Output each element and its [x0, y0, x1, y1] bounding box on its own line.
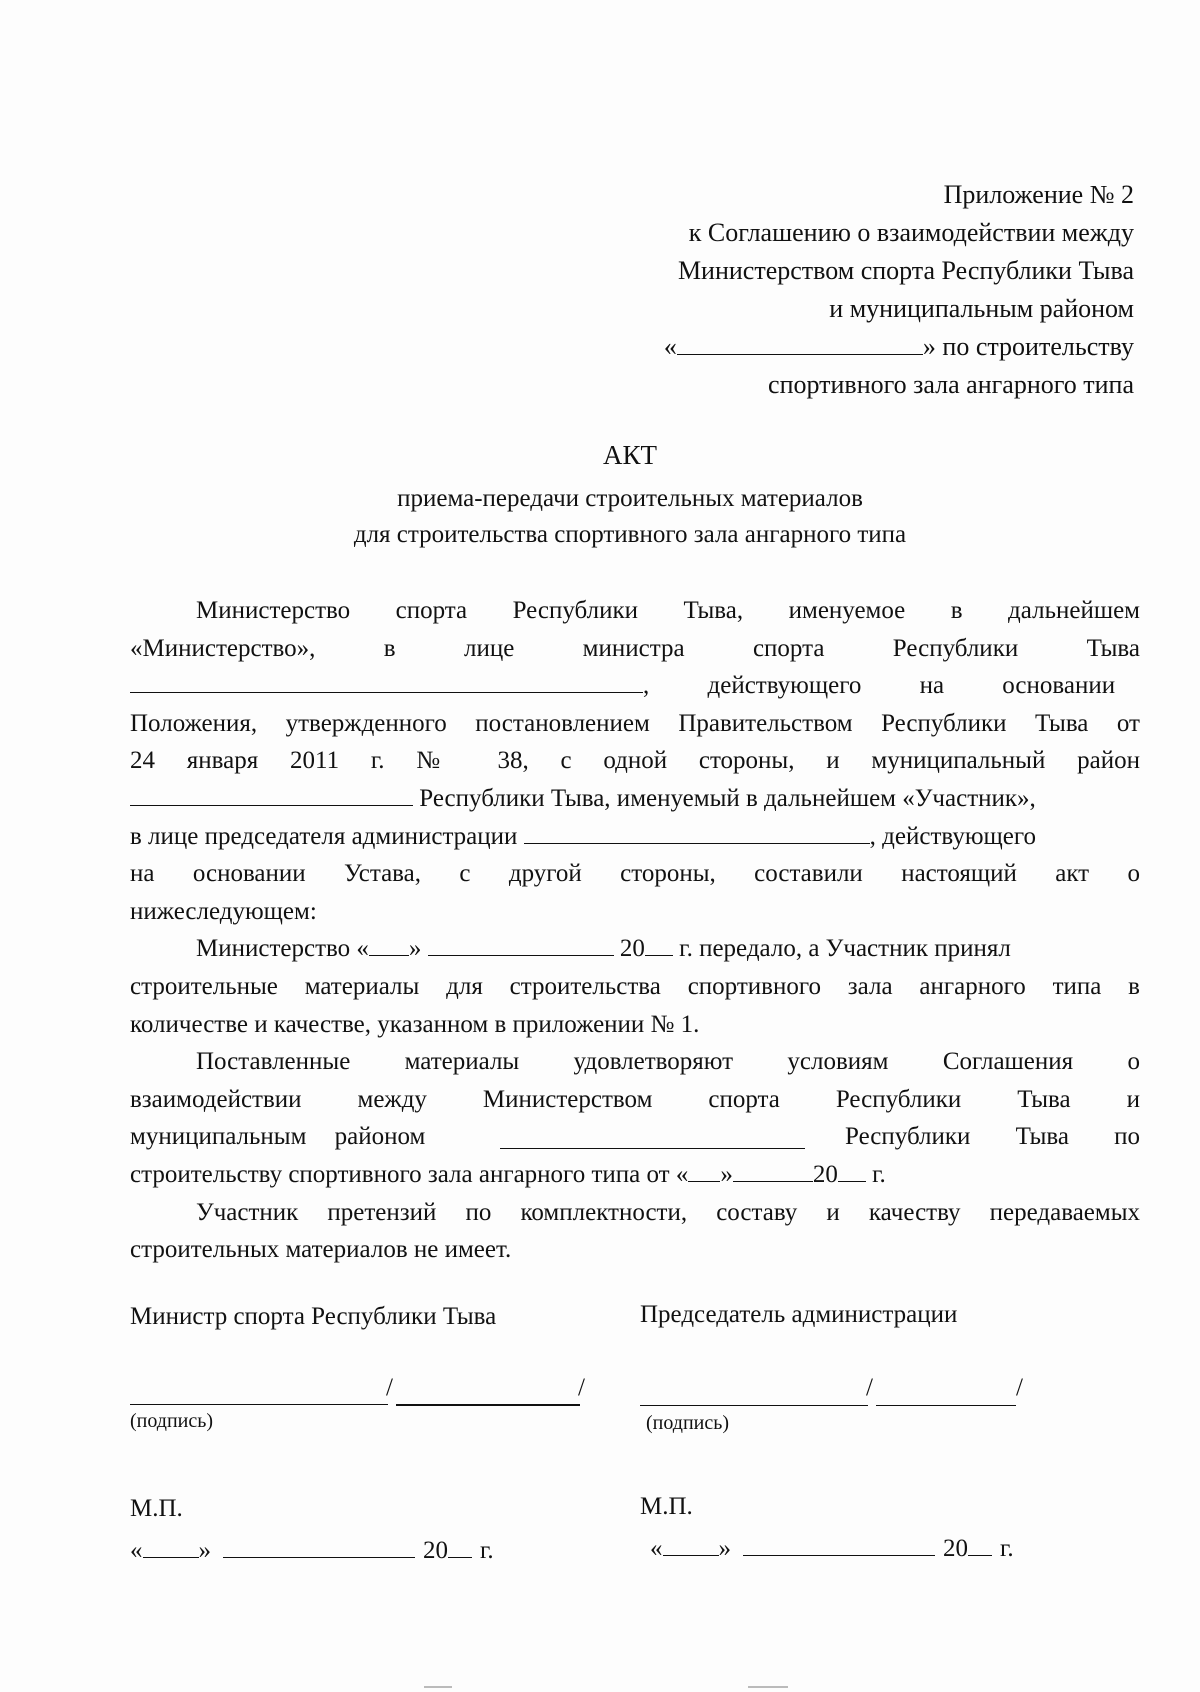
right-year: 20 [943, 1535, 968, 1562]
body-p1-line-7-tail: , действующего [869, 822, 1036, 850]
body-p1-line-9: нижеследующем: [130, 897, 317, 925]
body-p3-text-f: г. [865, 1160, 886, 1188]
body-p2-text-d: г. передало, а Участник принял [672, 935, 1011, 963]
scan-mark-left [424, 1686, 452, 1688]
body-p4-line-1: Участник претензий по комплектности, составу и качеству передаваемых [196, 1198, 1140, 1226]
left-blank-year [448, 1535, 472, 1558]
left-date-close: » [198, 1537, 211, 1564]
body-p1-line-7-text: в лице председателя администрации [130, 822, 524, 850]
body-p1-line-3 [130, 667, 1140, 705]
left-year: 20 [423, 1537, 448, 1564]
body-p4-line-2: строительных материалов не имеет. [130, 1236, 512, 1264]
appendix-line-2: к Соглашению о взаимодействии между [688, 218, 1134, 247]
body-p2-text-a: Министерство « [196, 935, 369, 963]
body-p1-line-6 [130, 780, 1140, 818]
left-blank-month [223, 1535, 415, 1558]
appendix-header [560, 176, 1134, 404]
body-p3-line-3 [130, 1118, 1140, 1156]
appendix-line-6: спортивного зала ангарного типа [768, 370, 1134, 399]
quote-open: « [663, 332, 677, 361]
document-subtitle-1: приема-передачи строительных материалов [397, 485, 863, 512]
blank-year-2 [838, 1159, 866, 1182]
body-p3-text-e: 20 [812, 1160, 838, 1188]
left-blank-day [143, 1535, 199, 1558]
body-p2-line-1 [130, 930, 1140, 968]
document-title: АКТ [603, 440, 657, 470]
left-signature-slash-1: / [386, 1374, 393, 1401]
document-body [130, 592, 1140, 1269]
right-blank-day [663, 1533, 719, 1556]
left-date-open: « [130, 1537, 143, 1564]
body-p3-text-b: Республики Тыва по [845, 1123, 1140, 1151]
right-stamp-label: М.П. [640, 1493, 693, 1520]
body-p1-line-2: «Министерство», в лице министра спорта Республики Тыва [130, 634, 1140, 662]
scan-mark-right [748, 1686, 788, 1688]
right-signatory-title: Председатель администрации [640, 1301, 958, 1328]
body-p1-line-7 [130, 818, 1140, 856]
body-p2-text-c: 20 [613, 935, 645, 963]
body-p2-line-3: количестве и качестве, указанном в приложении № 1. [130, 1010, 700, 1038]
body-p3-line-4 [130, 1156, 1140, 1194]
blank-district-name-2 [130, 783, 413, 806]
body-p1-line-8: на основании Устава, с другой стороны, составили настоящий акт о [130, 860, 1140, 888]
right-signature-slash-1: / [866, 1374, 873, 1401]
blank-minister-name [130, 670, 643, 693]
blank-district-name [677, 332, 923, 355]
blank-day-1 [369, 933, 409, 956]
left-signature-caption: (подпись) [130, 1410, 214, 1432]
right-blank-year [968, 1533, 992, 1556]
blank-district-name-3 [500, 1126, 805, 1149]
document-subtitle-2: для строительства спортивного зала ангарного типа [353, 521, 907, 548]
body-p1-line-5: 24 января 2011 г. № 38, с одной стороны, и муниципальный район [130, 747, 1140, 775]
left-signature-slash-2: / [578, 1374, 585, 1401]
left-stamp-label: М.П. [130, 1495, 183, 1522]
blank-chairman-name [524, 821, 870, 844]
appendix-line-3: Министерством спорта Республики Тыва [677, 256, 1134, 285]
right-year-suffix: г. [1000, 1535, 1014, 1562]
left-date [130, 1535, 494, 1565]
blank-month-2 [733, 1159, 813, 1182]
body-p3-text-c: строительству спортивного зала ангарного типа от « [130, 1160, 689, 1188]
blank-day-2 [688, 1159, 720, 1182]
body-p2-text-b: » [408, 935, 428, 963]
body-p1-line-1: Министерство спорта Республики Тыва, именуемое в дальнейшем [196, 597, 1140, 624]
blank-year-1 [645, 933, 673, 956]
body-p1-line-4: Положения, утвержденного постановлением Правительством Республики Тыва от [130, 709, 1140, 737]
left-name-line [396, 1404, 580, 1406]
right-signature-caption: (подпись) [646, 1412, 730, 1434]
right-signature-line [640, 1405, 868, 1406]
left-signature-line [130, 1404, 388, 1405]
right-date [650, 1533, 1014, 1563]
body-p3-line-1: Поставленные материалы удовлетворяют условиям Соглашения о [196, 1048, 1140, 1076]
left-signatory-title: Министр спорта Республики Тыва [130, 1303, 497, 1330]
appendix-line-5-tail: » по строительству [922, 332, 1134, 361]
body-p3-line-2: взаимодействии между Министерством спорта Республики Тыва и [130, 1085, 1140, 1113]
left-year-suffix: г. [480, 1537, 494, 1564]
body-p1-line-3-text: , действующего на основании [643, 672, 1116, 700]
body-p2-line-2: строительные материалы для строительства спортивного зала ангарного типа в [130, 972, 1140, 1000]
right-name-line [876, 1405, 1016, 1406]
blank-month-1 [428, 933, 614, 956]
body-p3-text-a: муниципальным районом [130, 1123, 426, 1151]
body-p3-text-d: » [720, 1160, 733, 1188]
right-date-close: » [718, 1535, 731, 1562]
appendix-line-5 [560, 328, 1134, 366]
body-p1-line-6-text: Республики Тыва, именуемый в дальнейшем «Участник», [413, 784, 1036, 812]
appendix-number: Приложение № 2 [943, 180, 1134, 209]
right-signature-slash-2: / [1016, 1374, 1023, 1401]
right-blank-month [743, 1533, 935, 1556]
appendix-line-4: и муниципальным районом [829, 294, 1134, 323]
right-date-open: « [650, 1535, 663, 1562]
